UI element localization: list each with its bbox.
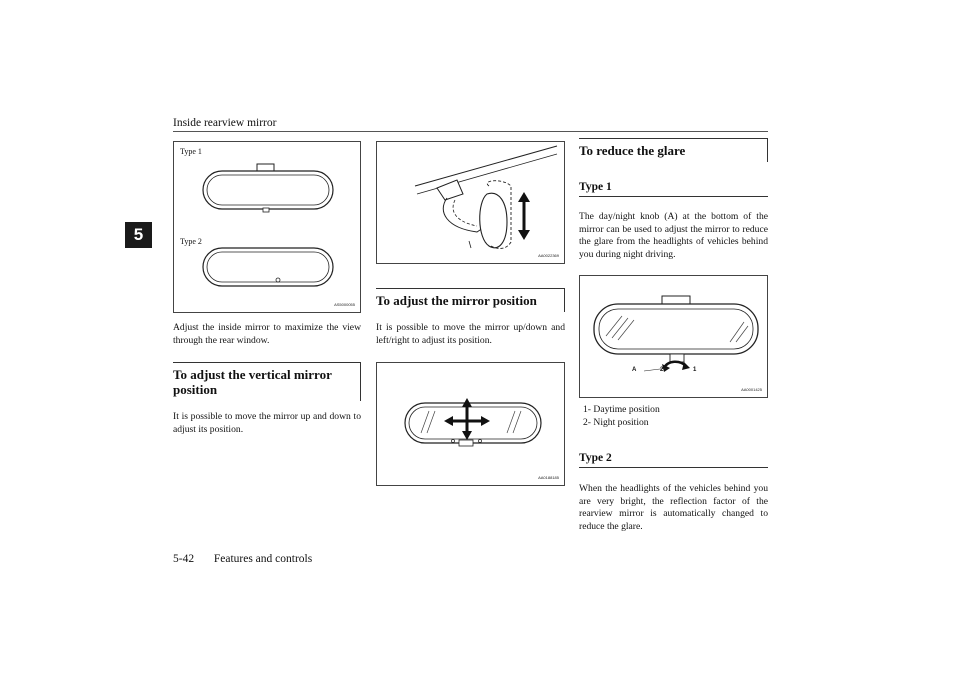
- figure-code: AA0188185: [538, 475, 559, 480]
- position-legend: [583, 404, 763, 429]
- mirror-mount-illustration: [377, 142, 564, 263]
- page-footer: [173, 553, 312, 565]
- day-position-label: 1: [693, 367, 697, 373]
- vertical-position-heading: To adjust the vertical mirror position: [173, 362, 361, 401]
- legend-item: [583, 417, 763, 430]
- type2-label: Type 2: [180, 237, 202, 246]
- section-name: Features and controls: [213, 553, 313, 565]
- type2-text: When the headlights of the vehicles behind you are very bright, the reflection factor of the rearview mirror is automatically changed to reduce the glare.: [579, 483, 768, 532]
- day-night-knob-figure: [579, 275, 768, 398]
- legend-item: [583, 404, 763, 417]
- mirror-types-figure: [173, 141, 361, 313]
- chapter-tab: 5: [125, 222, 152, 248]
- legend-number: 2-: [583, 416, 591, 428]
- mirror-directions-illustration: [377, 363, 564, 485]
- mirror-position-heading: To adjust the mirror position: [376, 288, 565, 312]
- figure-code: AA0022369: [538, 253, 559, 258]
- mirror-directions-figure: [376, 362, 565, 486]
- reduce-glare-heading: To reduce the glare: [579, 138, 768, 162]
- page-number: 5-42: [173, 553, 195, 565]
- legend-text: Night position: [593, 416, 649, 428]
- vertical-position-text: It is possible to move the mirror up and down to adjust its position.: [173, 411, 361, 435]
- knob-label-a: A: [632, 367, 637, 373]
- mirror-position-figure: [376, 141, 565, 264]
- legend-text: Daytime position: [593, 404, 660, 415]
- figure-code: AS5000055: [334, 302, 355, 307]
- night-position-label: 2: [660, 367, 664, 373]
- type1-heading: Type 1: [579, 181, 768, 197]
- type2-heading: Type 2: [579, 452, 768, 468]
- intro-text: Adjust the inside mirror to maximize the view through the rear window.: [173, 322, 361, 346]
- day-night-mirror-illustration: [580, 276, 767, 397]
- legend-number: 1-: [583, 404, 591, 415]
- type1-label: Type 1: [180, 147, 202, 156]
- header-divider: [173, 131, 768, 132]
- page-header-title: Inside rearview mirror: [173, 117, 277, 129]
- mirror-types-illustration: [174, 142, 360, 312]
- figure-code: AA0001425: [741, 387, 762, 392]
- mirror-position-text: It is possible to move the mirror up/down and left/right to adjust its position.: [376, 322, 565, 346]
- type1-text: The day/night knob (A) at the bottom of the mirror can be used to adjust the mirror to reduce the glare from the headlights of vehicles behind you during night driving.: [579, 211, 768, 260]
